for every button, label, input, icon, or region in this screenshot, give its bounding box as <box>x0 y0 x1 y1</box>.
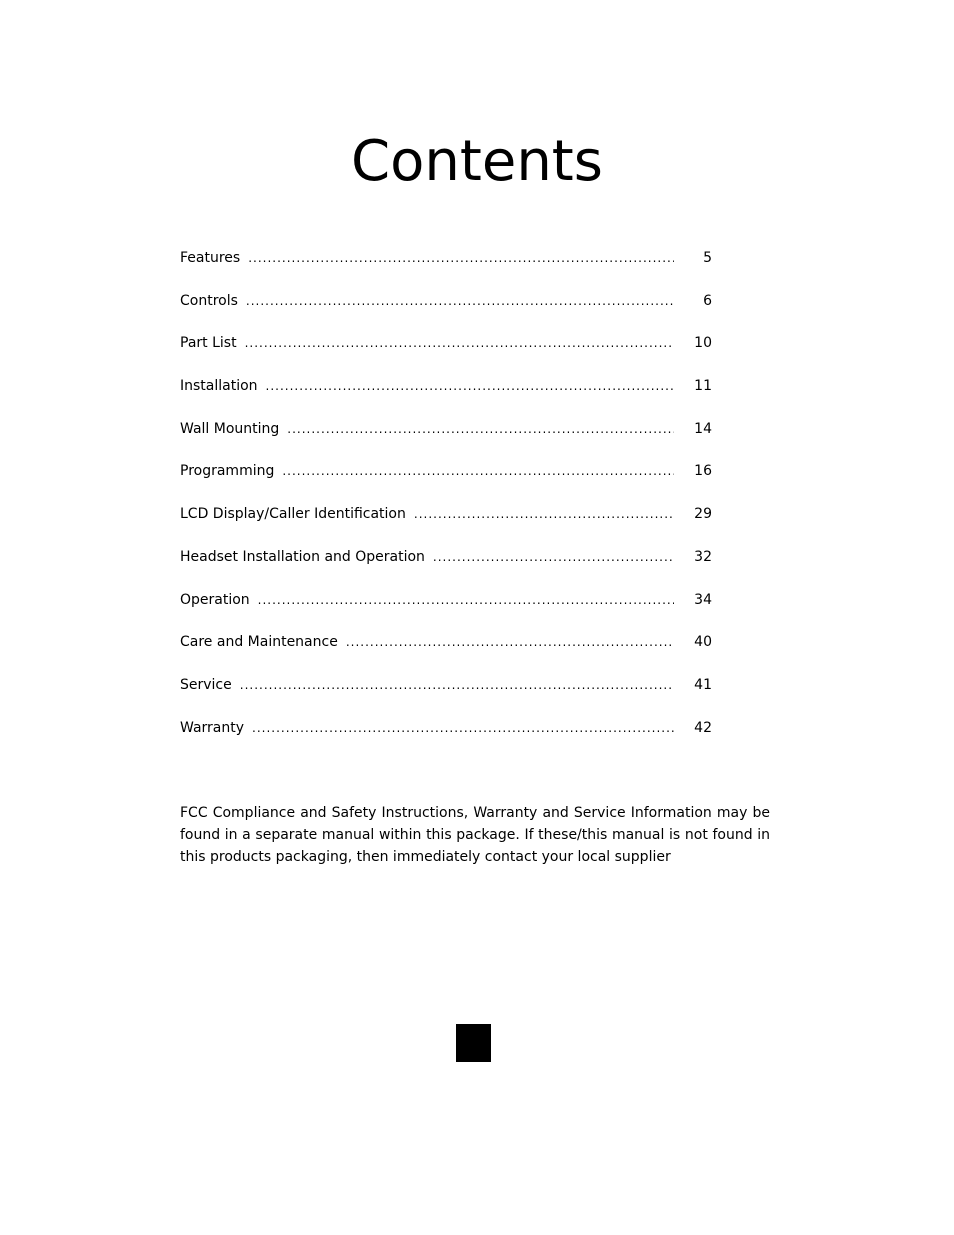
toc-entry-title: LCD Display/Caller Identification <box>180 506 406 523</box>
toc-entry-title: Care and Maintenance <box>180 634 338 651</box>
toc-entry-lcd-display[interactable] <box>180 504 712 547</box>
toc-entry-page: 40 <box>694 634 712 651</box>
toc-entry-service[interactable] <box>180 675 712 718</box>
toc-dot-leader <box>252 718 674 738</box>
toc-dot-leader <box>246 291 674 311</box>
toc-entry-controls[interactable] <box>180 291 712 334</box>
toc-dot-leader <box>414 504 674 524</box>
toc-entry-page: 34 <box>694 591 712 608</box>
toc-dot-leader <box>287 419 674 439</box>
toc-dot-leader <box>433 547 674 567</box>
toc-entry-page: 5 <box>703 250 712 266</box>
toc-entry-title: Features <box>180 250 241 266</box>
toc-entry-part-list[interactable] <box>180 333 712 376</box>
toc-entry-care-maintenance[interactable] <box>180 632 712 675</box>
toc-entry-features[interactable] <box>180 248 712 291</box>
toc-entry-page: 29 <box>694 506 712 523</box>
toc-entry-page: 32 <box>694 548 712 565</box>
toc-entry-page: 10 <box>694 335 712 352</box>
toc-dot-leader <box>258 590 674 610</box>
toc-dot-leader <box>245 333 674 353</box>
toc-entry-wall-mounting[interactable] <box>180 419 712 462</box>
toc-entry-title: Wall Mounting <box>180 420 280 437</box>
toc-entry-page: 6 <box>703 292 712 309</box>
toc-entry-installation[interactable] <box>180 376 712 419</box>
black-square-marker <box>456 1024 491 1062</box>
toc-entry-page: 41 <box>694 676 712 693</box>
toc-entry-title: Warranty <box>180 719 245 736</box>
toc-dot-leader <box>346 632 674 652</box>
toc-entry-page: 11 <box>694 378 712 395</box>
toc-dot-leader <box>266 376 674 396</box>
toc-entry-title: Part List <box>180 335 237 352</box>
toc-entry-title: Controls <box>180 292 238 309</box>
toc-entry-programming[interactable] <box>180 461 712 504</box>
fcc-notice-paragraph: FCC Compliance and Safety Instructions, Warranty and Service Information may be found in a separate manual within this package. If these/this manual is not found in this products packaging, then immediately contact your local supplier <box>180 805 770 865</box>
toc-entry-page: 14 <box>694 420 712 437</box>
toc-entry-page: 42 <box>694 719 712 736</box>
toc-entry-warranty[interactable] <box>180 718 712 761</box>
toc-entry-title: Installation <box>180 378 258 395</box>
toc-entry-headset[interactable] <box>180 547 712 590</box>
page-title: Contents <box>351 129 603 194</box>
table-of-contents <box>180 248 712 760</box>
toc-dot-leader <box>240 675 674 695</box>
toc-entry-title: Programming <box>180 463 275 480</box>
toc-entry-title: Headset Installation and Operation <box>180 548 425 565</box>
toc-entry-title: Service <box>180 676 232 693</box>
toc-dot-leader <box>248 248 674 268</box>
toc-entry-page: 16 <box>694 463 712 480</box>
toc-entry-title: Operation <box>180 591 250 608</box>
toc-entry-operation[interactable] <box>180 590 712 633</box>
toc-dot-leader <box>282 461 674 481</box>
